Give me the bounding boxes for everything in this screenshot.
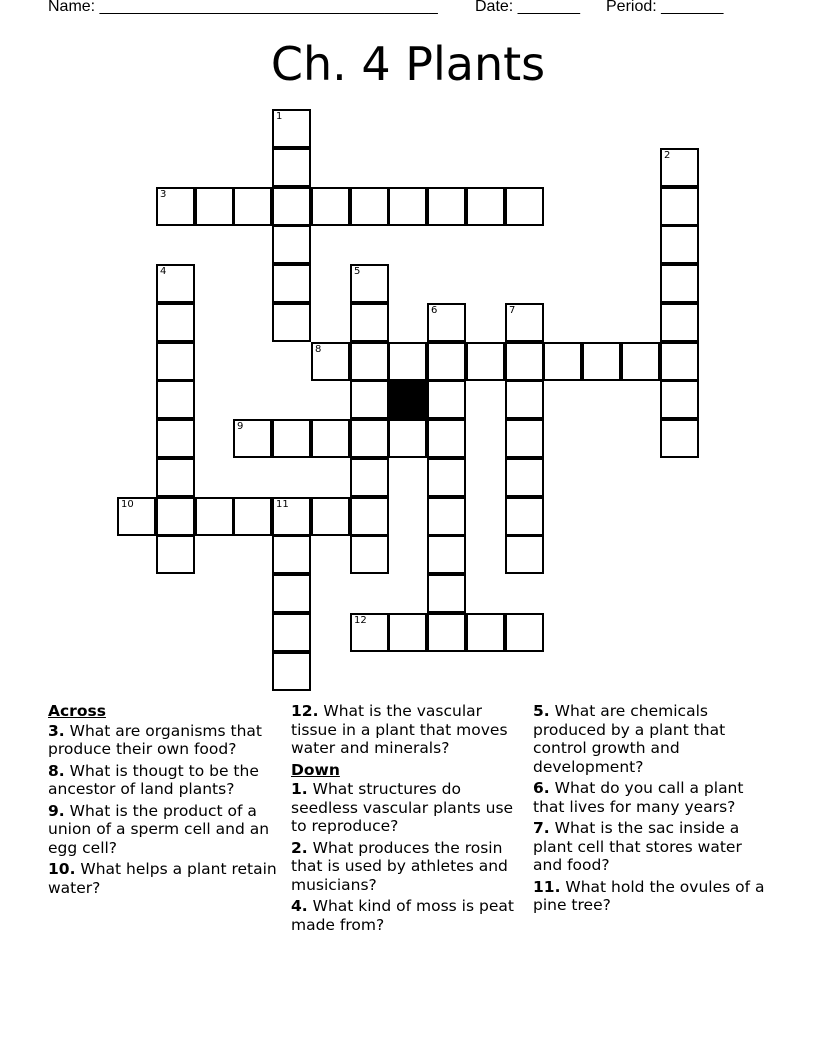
answer-cell[interactable]: [350, 380, 389, 419]
answer-cell[interactable]: [388, 342, 427, 381]
answer-cell[interactable]: [505, 380, 544, 419]
across-clue: [48, 722, 284, 759]
clue-text: What produces the rosin that is used by athletes and musicians?: [291, 838, 508, 894]
name-field-label[interactable]: Name: ______________________________________: [48, 0, 438, 15]
answer-cell[interactable]: [195, 497, 234, 536]
answer-cell[interactable]: [350, 187, 389, 226]
page-title: Ch. 4 Plants: [270, 37, 546, 91]
clue-text: What are chemicals produced by a plant that control growth and development?: [533, 702, 726, 776]
answer-cell[interactable]: [660, 342, 699, 381]
clue-number-label: 3: [160, 189, 167, 200]
answer-cell[interactable]: [427, 419, 466, 458]
answer-cell[interactable]: [272, 148, 311, 187]
clue-text: What kind of moss is peat made from?: [291, 897, 514, 934]
answer-cell[interactable]: [272, 652, 311, 691]
answer-cell[interactable]: [156, 380, 195, 419]
answer-cell[interactable]: [660, 148, 699, 187]
answer-cell[interactable]: [156, 342, 195, 381]
answer-cell[interactable]: [660, 419, 699, 458]
clue-number-label: 6: [431, 305, 438, 316]
answer-cell[interactable]: [388, 613, 427, 652]
answer-cell[interactable]: [350, 497, 389, 536]
answer-cell[interactable]: [350, 535, 389, 574]
clue-number: 12.: [291, 702, 319, 720]
across-clue: [48, 762, 284, 799]
answer-cell[interactable]: [505, 187, 544, 226]
answer-cell[interactable]: [350, 613, 389, 652]
clue-number-label: 9: [237, 421, 244, 432]
clue-number: 7.: [533, 819, 550, 837]
black-cell: [388, 380, 427, 419]
clue-text: What do you call a plant that lives for many years?: [533, 779, 744, 816]
answer-cell[interactable]: [156, 264, 195, 303]
clue-column-3: [533, 702, 769, 918]
answer-cell[interactable]: [272, 535, 311, 574]
answer-cell[interactable]: [388, 419, 427, 458]
answer-cell[interactable]: [505, 535, 544, 574]
answer-cell[interactable]: [233, 187, 272, 226]
answer-cell[interactable]: [582, 342, 621, 381]
answer-cell[interactable]: [660, 303, 699, 342]
clue-text: What hold the ovules of a pine tree?: [533, 877, 765, 914]
answer-cell[interactable]: [272, 264, 311, 303]
answer-cell[interactable]: [427, 187, 466, 226]
clue-number: 6.: [533, 779, 550, 797]
answer-cell[interactable]: [427, 458, 466, 497]
clue-number: 4.: [291, 897, 308, 915]
answer-cell[interactable]: [156, 497, 195, 536]
clue-column-2: [291, 702, 527, 937]
clue-number: 11.: [533, 877, 561, 896]
clue-number-label: 5: [354, 266, 361, 277]
answer-cell[interactable]: [466, 613, 505, 652]
date-field-label[interactable]: Date: _______: [475, 0, 580, 15]
answer-cell[interactable]: [195, 187, 234, 226]
answer-cell[interactable]: [272, 574, 311, 613]
clue-text: What structures do seedless vascular plants use to reproduce?: [291, 780, 514, 835]
answer-cell[interactable]: [233, 419, 272, 458]
clue-number: 1.: [291, 780, 308, 798]
answer-cell[interactable]: [505, 342, 544, 381]
clue-text: What helps a plant retain water?: [48, 860, 277, 897]
down-clue: [533, 819, 769, 875]
answer-cell[interactable]: [660, 264, 699, 303]
answer-cell[interactable]: [466, 342, 505, 381]
answer-cell[interactable]: [505, 497, 544, 536]
answer-cell[interactable]: [505, 458, 544, 497]
answer-cell[interactable]: [156, 419, 195, 458]
down-clue: [533, 878, 769, 915]
answer-cell[interactable]: [311, 187, 350, 226]
clue-number: 2.: [291, 838, 308, 857]
across-clue: [291, 702, 527, 758]
answer-cell[interactable]: [505, 613, 544, 652]
answer-cell[interactable]: [272, 109, 311, 148]
answer-cell[interactable]: [350, 419, 389, 458]
answer-cell[interactable]: [272, 303, 311, 342]
answer-cell[interactable]: [427, 613, 466, 652]
answer-cell[interactable]: [388, 187, 427, 226]
clue-number: 8.: [48, 761, 65, 780]
clue-text: What is the vascular tissue in a plant that moves water and minerals?: [291, 702, 508, 757]
clue-number: 3.: [48, 721, 65, 740]
across-clue: [48, 860, 284, 897]
clue-number-label: 1: [276, 111, 283, 122]
answer-cell[interactable]: [660, 187, 699, 226]
answer-cell[interactable]: [233, 497, 272, 536]
answer-cell[interactable]: [466, 187, 505, 226]
answer-cell[interactable]: [350, 342, 389, 381]
answer-cell[interactable]: [427, 574, 466, 613]
answer-cell[interactable]: [272, 187, 311, 226]
answer-cell[interactable]: [621, 342, 660, 381]
answer-cell[interactable]: [660, 225, 699, 264]
answer-cell[interactable]: [156, 458, 195, 497]
clue-number-label: 7: [509, 305, 516, 316]
across-heading: Across: [48, 702, 106, 720]
down-clue: [533, 779, 769, 816]
down-clue: [291, 780, 527, 836]
across-clue: [48, 802, 284, 858]
clue-text: What is thougt to be the ancestor of land plants?: [48, 761, 259, 798]
answer-cell[interactable]: [427, 535, 466, 574]
clue-number-label: 8: [315, 344, 322, 355]
clue-number-label: 10: [121, 499, 134, 510]
answer-cell[interactable]: [660, 380, 699, 419]
clue-column-1: [48, 702, 284, 900]
answer-cell[interactable]: [350, 264, 389, 303]
answer-cell[interactable]: [427, 342, 466, 381]
header: [48, 0, 768, 20]
answer-cell[interactable]: [156, 187, 195, 226]
down-clue: [291, 897, 527, 934]
answer-cell[interactable]: [350, 458, 389, 497]
period-field-label[interactable]: Period: _______: [606, 0, 724, 15]
clue-number-label: 2: [664, 150, 671, 161]
down-heading: Down: [291, 760, 340, 779]
answer-cell[interactable]: [427, 303, 466, 342]
clue-text: What are organisms that produce their own food?: [48, 721, 262, 758]
answer-cell[interactable]: [272, 497, 311, 536]
clue-text: What is the product of a union of a sperm cell and an egg cell?: [48, 801, 270, 857]
down-clue: [533, 702, 769, 776]
answer-cell[interactable]: [272, 419, 311, 458]
answer-cell[interactable]: [272, 613, 311, 652]
clue-number: 10.: [48, 860, 76, 878]
answer-cell[interactable]: [156, 535, 195, 574]
answer-cell[interactable]: [311, 497, 350, 536]
answer-cell[interactable]: [311, 342, 350, 381]
answer-cell[interactable]: [505, 303, 544, 342]
answer-cell[interactable]: [272, 225, 311, 264]
answer-cell[interactable]: [505, 419, 544, 458]
clue-number: 5.: [533, 702, 550, 720]
clue-number-label: 4: [160, 266, 167, 277]
answer-cell[interactable]: [427, 380, 466, 419]
clue-number-label: 12: [354, 615, 367, 626]
down-clue: [291, 839, 527, 895]
clue-number-label: 11: [276, 499, 289, 510]
answer-cell[interactable]: [156, 303, 195, 342]
answer-cell[interactable]: [350, 303, 389, 342]
answer-cell[interactable]: [117, 497, 156, 536]
answer-cell[interactable]: [543, 342, 582, 381]
answer-cell[interactable]: [427, 497, 466, 536]
clue-number: 9.: [48, 801, 65, 820]
answer-cell[interactable]: [311, 419, 350, 458]
clue-text: What is the sac inside a plant cell that stores water and food?: [533, 819, 742, 874]
